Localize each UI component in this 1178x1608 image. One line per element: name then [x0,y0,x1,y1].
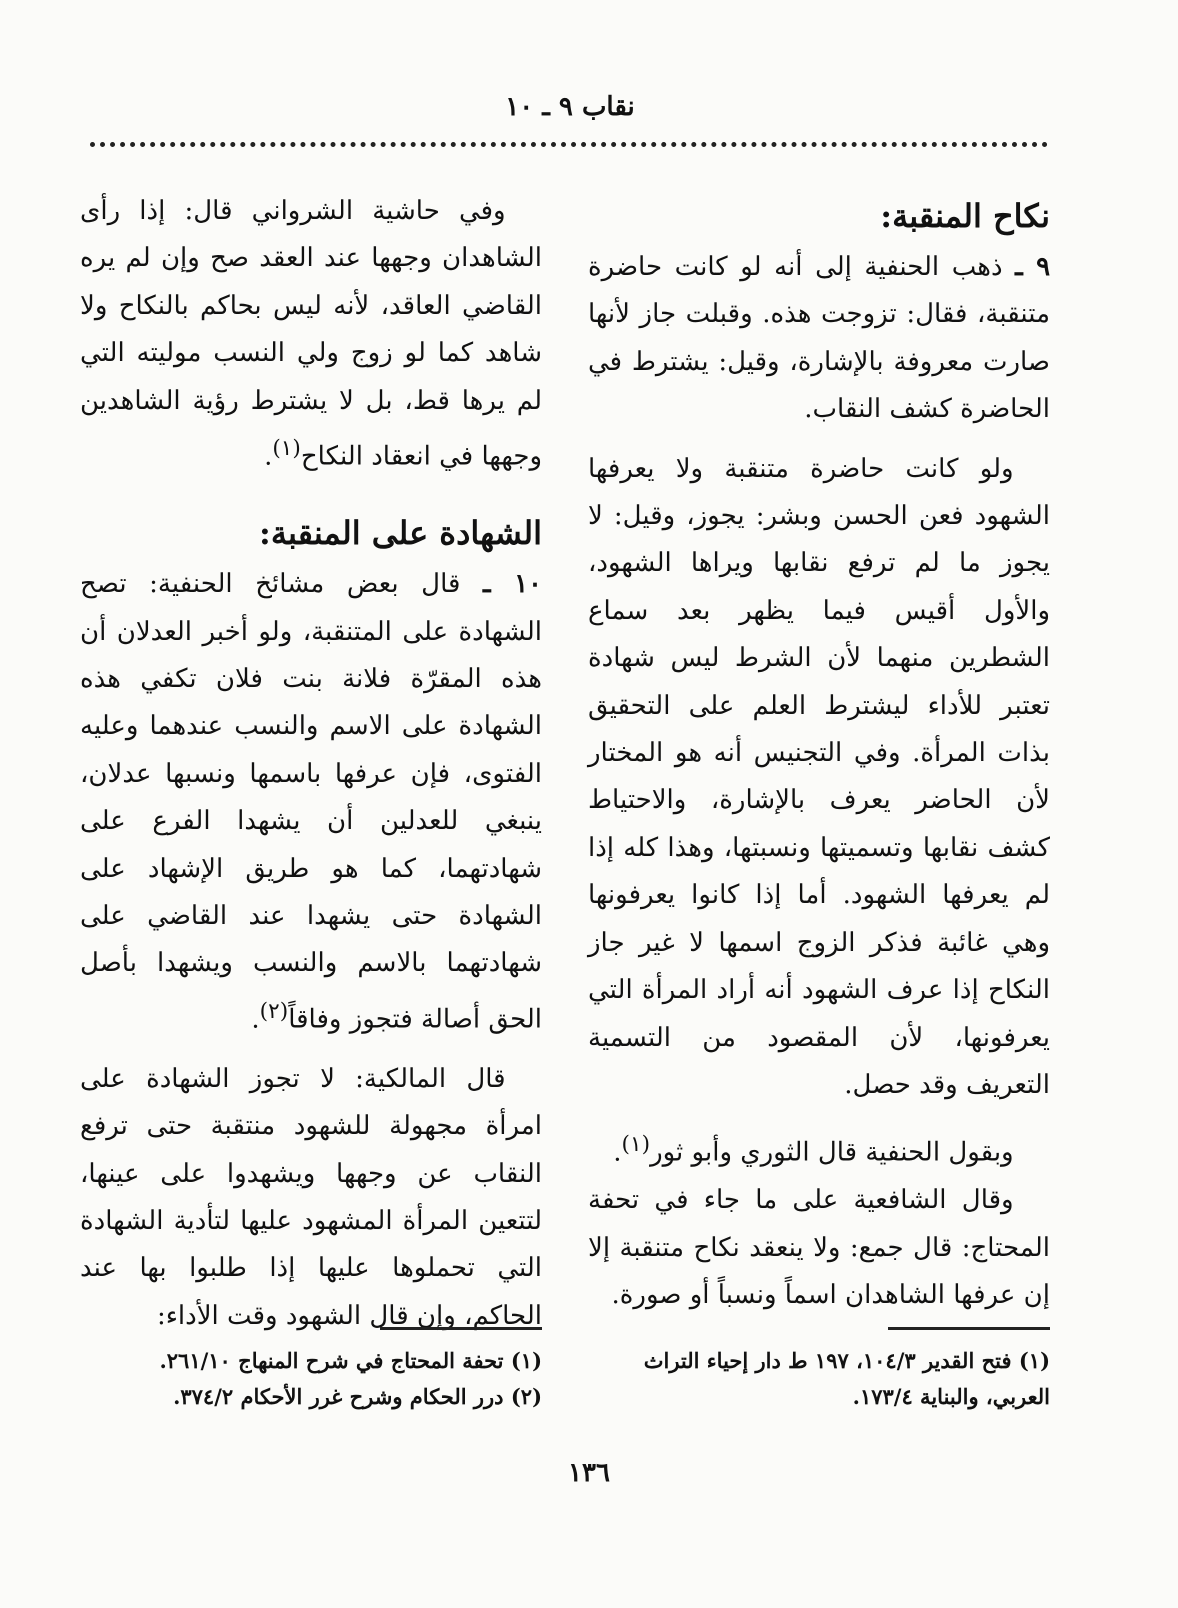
footnote-reference: (١) [621,1132,651,1158]
paragraph [80,188,542,481]
paragraph-end: . [613,1137,622,1168]
paragraph: وقال الشافعية على ما جاء في تحفة المحتاج: قال جمع: ولا ينعقد نكاح متنقبة إلا إن عرفها الشاهدان اسماً ونسباً أو صورة. [588,1185,1050,1311]
footnotes-left [80,1343,542,1415]
section-heading-testimony: الشهادة على المنقبة: [259,514,542,553]
paragraph: قال المالكية: لا تجوز الشهادة على امرأة مجهولة للشهود منتقبة حتى ترفع النقاب عن وجهها ويشهدوا على عينها، لتتعين المرأة المشهود عليها لتأدية الشهادة التي تحملوها عليها إذا طلبوا بها عند الحاكم، وإن قال الشهود وقت الأداء: [80,1063,542,1331]
footnote: (١) فتح القدير ١٠٤/٣، ١٩٧ ط دار إحياء التراث العربي، والبناية ١٧٣/٤. [643,1348,1050,1409]
paragraph [588,1121,1050,1177]
footnote-reference: (٢) [259,998,289,1024]
paragraph-9 [588,244,1050,434]
footnotes-right [588,1343,1050,1415]
paragraph-10 [80,561,542,1044]
footnote: (١) تحفة المحتاج في شرح المنهاج ٢٦١/١٠. [159,1348,542,1373]
header-dotted-rule [90,142,1048,147]
paragraph-number: ١٠ ـ [483,569,542,600]
footnote: (٢) درر الحكام وشرح غرر الأحكام ٣٧٤/٢. [173,1384,542,1409]
footnote-reference: (١) [272,436,301,462]
footnote-rule [380,1327,542,1330]
footnote-rule [888,1327,1050,1330]
section-heading-niqab-marriage: نكاح المنقبة: [880,197,1050,235]
paragraph: ولو كانت حاضرة متنقبة ولا يعرفها الشهود فعن الحسن وبشر: يجوز، وقيل: لا يجوز ما لم ترفع نقابها ويراها الشهود، والأول أقيس فيما يظهر بعد سماع الشطرين منهما لأن الشرط ليس شهادة تعتبر للأداء ليشترط العلم على التحقيق بذات المرأة. وفي التجنيس أنه هو المختار لأن الحاضر يعرف بالإشارة، والاحتياط كشف نقابها وتسميتها ونسبتها، وهذا كله إذا لم يعرفها الشهود. أما إذا كانوا يعرفونها وهي غائبة فذكر الزوج اسمها لا غير جاز النكاح إذا عرف الشهود أنه أراد المرأة التي يعرفونها، لأن المقصود من التسمية التعريف وقد حصل. [588,453,1050,1100]
paragraph-text: وفي حاشية الشرواني قال: إذا رأى الشاهدان وجهها عند العقد صح وإن لم يره القاضي العاقد، لأنه ليس بحاكم بالنكاح ولا شاهد كما لو زوج ولي النسب موليته التي لم يرها قط، بل لا يشترط رؤية الشاهدين وجهها في انعقاد النكاح [80,196,542,472]
paragraph-text: قال بعض مشائخ الحنفية: تصح الشهادة على المتنقبة، ولو أخبر العدلان أن هذه المقرّة فلانة بنت فلان تكفي هذه الشهادة على الاسم والنسب عندهما وعليه الفتوى، فإن عرفها باسمها ونسبها عدلان، ينبغي للعدلين أن يشهدا الفرع على شهادتهما، كما هو طريق الإشهاد على الشهادة حتى يشهدا عند القاضي على شهادتهما بالاسم والنسب ويشهدا بأصل الحق أصالة فتجوز وفاقاً [80,569,542,1035]
left-column [80,188,542,1340]
paragraph-end: . [251,1004,260,1035]
paragraph-end: . [264,441,273,472]
paragraph-number: ٩ ـ [1015,252,1051,282]
page-number: ١٣٦ [568,1458,610,1488]
paragraph-text: ذهب الحنفية إلى أنه لو كانت حاضرة متنقبة، فقال: تزوجت هذه. وقبلت جاز لأنها صارت معروفة بالإشارة، وقيل: يشترط في الحاضرة كشف النقاب. [588,252,1050,425]
paragraph-text: وبقول الحنفية قال الثوري وأبو ثور [650,1137,1014,1168]
running-header: نقاب ٩ ـ ١٠ [505,92,635,122]
right-column [588,188,1050,1320]
